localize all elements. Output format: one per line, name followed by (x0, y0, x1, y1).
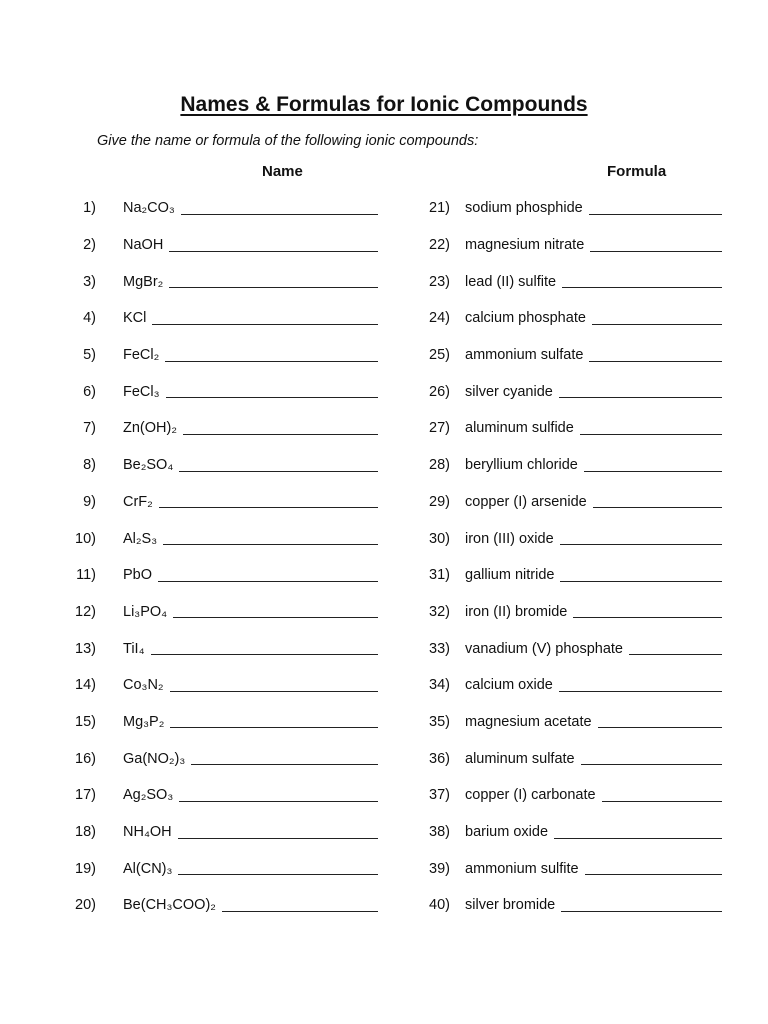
question-row (68, 814, 378, 851)
answer-blank[interactable] (560, 544, 722, 545)
answer-blank[interactable] (589, 361, 722, 362)
question-prompt: silver bromide (465, 897, 556, 914)
answer-blank[interactable] (560, 581, 722, 582)
question-row (68, 300, 378, 337)
question-row (68, 484, 378, 521)
answer-blank[interactable] (222, 911, 378, 912)
question-prompt: NH₄OH (123, 824, 172, 841)
question-row (410, 594, 722, 631)
answer-blank[interactable] (559, 397, 722, 398)
answer-blank[interactable] (170, 727, 378, 728)
question-prompt: ammonium sulfate (465, 347, 584, 364)
question-number: 12) (75, 603, 96, 620)
question-number: 34) (429, 677, 450, 694)
answer-blank[interactable] (165, 361, 378, 362)
answer-blank[interactable] (602, 801, 722, 802)
question-row (68, 887, 378, 924)
answer-blank[interactable] (159, 507, 378, 508)
question-number: 10) (75, 530, 96, 547)
question-prompt: KCl (123, 310, 147, 327)
question-prompt: aluminum sulfate (465, 750, 575, 767)
answer-blank[interactable] (559, 691, 722, 692)
question-row (410, 227, 722, 264)
question-number: 3) (83, 273, 96, 290)
question-prompt: lead (II) sulfite (465, 273, 557, 290)
question-number: 28) (429, 457, 450, 474)
question-number: 20) (75, 897, 96, 914)
answer-blank[interactable] (590, 251, 722, 252)
question-prompt: TiI₄ (123, 640, 145, 657)
question-number: 5) (83, 347, 96, 364)
answer-blank[interactable] (580, 434, 722, 435)
question-number: 40) (429, 897, 450, 914)
answer-blank[interactable] (169, 251, 378, 252)
question-row (410, 484, 722, 521)
question-number: 15) (75, 713, 96, 730)
question-row (68, 410, 378, 447)
question-number: 6) (83, 383, 96, 400)
question-number: 14) (75, 677, 96, 694)
question-row (410, 667, 722, 704)
question-prompt: Al₂S₃ (123, 530, 158, 547)
question-prompt: magnesium acetate (465, 713, 592, 730)
question-row (410, 190, 722, 227)
answer-blank[interactable] (585, 874, 722, 875)
question-row (410, 300, 722, 337)
question-row (68, 704, 378, 741)
name-column-header: Name (262, 163, 303, 180)
question-row (68, 777, 378, 814)
answer-blank[interactable] (178, 838, 378, 839)
question-number: 23) (429, 273, 450, 290)
question-row (68, 447, 378, 484)
question-row (410, 887, 722, 924)
answer-blank[interactable] (163, 544, 378, 545)
question-number: 7) (83, 420, 96, 437)
question-row (68, 227, 378, 264)
answer-blank[interactable] (629, 654, 722, 655)
title-text: Names & Formulas for Ionic Compounds (180, 93, 588, 116)
answer-blank[interactable] (170, 691, 378, 692)
question-number: 25) (429, 347, 450, 364)
question-prompt: calcium phosphate (465, 310, 586, 327)
question-row (410, 410, 722, 447)
answer-blank[interactable] (169, 287, 378, 288)
question-prompt: Li₃PO₄ (123, 603, 168, 620)
question-prompt: Co₃N₂ (123, 677, 164, 694)
question-prompt: iron (III) oxide (465, 530, 554, 547)
question-row (68, 190, 378, 227)
question-number: 26) (429, 383, 450, 400)
question-row (410, 850, 722, 887)
question-number: 33) (429, 640, 450, 657)
question-prompt: MgBr₂ (123, 273, 164, 290)
answer-blank[interactable] (178, 874, 378, 875)
question-row (68, 740, 378, 777)
question-row (410, 777, 722, 814)
question-number: 22) (429, 237, 450, 254)
question-number: 38) (429, 824, 450, 841)
question-prompt: CrF₂ (123, 493, 153, 510)
question-row (410, 447, 722, 484)
question-prompt: FeCl₂ (123, 347, 160, 364)
question-prompt: magnesium nitrate (465, 237, 585, 254)
question-number: 8) (83, 457, 96, 474)
formula-column-header: Formula (607, 163, 667, 180)
question-number: 9) (83, 493, 96, 510)
question-prompt: silver cyanide (465, 383, 553, 400)
question-number: 17) (75, 787, 96, 804)
question-number: 37) (429, 787, 450, 804)
answer-blank[interactable] (593, 507, 722, 508)
question-row (68, 373, 378, 410)
question-prompt: ammonium sulfite (465, 860, 579, 877)
question-row (68, 630, 378, 667)
instructions: Give the name or formula of the following ionic compounds: (97, 133, 479, 149)
worksheet-title (0, 93, 768, 117)
question-row (68, 520, 378, 557)
answer-blank[interactable] (584, 471, 722, 472)
question-number: 27) (429, 420, 450, 437)
question-row (410, 740, 722, 777)
question-number: 30) (429, 530, 450, 547)
answer-blank[interactable] (179, 801, 378, 802)
question-row (410, 373, 722, 410)
answer-blank[interactable] (562, 287, 722, 288)
answer-blank[interactable] (183, 434, 378, 435)
question-number: 4) (83, 310, 96, 327)
question-number: 19) (75, 860, 96, 877)
question-row (68, 594, 378, 631)
formula-to-name-list (68, 190, 378, 924)
question-prompt: Be₂SO₄ (123, 457, 174, 474)
question-prompt: aluminum sulfide (465, 420, 574, 437)
question-number: 1) (83, 200, 96, 217)
question-prompt: Al(CN)₃ (123, 860, 173, 877)
question-prompt: vanadium (V) phosphate (465, 640, 623, 657)
answer-blank[interactable] (561, 911, 722, 912)
question-row (410, 814, 722, 851)
question-prompt: copper (I) carbonate (465, 787, 596, 804)
question-row (68, 667, 378, 704)
question-number: 18) (75, 824, 96, 841)
answer-blank[interactable] (158, 581, 378, 582)
question-prompt: gallium nitride (465, 567, 555, 584)
question-number: 31) (429, 567, 450, 584)
answer-blank[interactable] (166, 397, 378, 398)
question-prompt: PbO (123, 567, 153, 584)
question-number: 11) (76, 567, 96, 584)
question-prompt: Be(CH₃COO)₂ (123, 897, 216, 914)
question-row (410, 704, 722, 741)
question-number: 13) (75, 640, 96, 657)
answer-blank[interactable] (581, 764, 722, 765)
question-prompt: beryllium chloride (465, 457, 578, 474)
answer-blank[interactable] (179, 471, 378, 472)
question-prompt: barium oxide (465, 824, 549, 841)
question-prompt: NaOH (123, 237, 164, 254)
name-to-formula-list (410, 190, 722, 924)
question-prompt: Na₂CO₃ (123, 200, 175, 217)
question-row (68, 850, 378, 887)
question-row (68, 263, 378, 300)
question-row (410, 520, 722, 557)
answer-blank[interactable] (554, 838, 722, 839)
answer-blank[interactable] (173, 617, 378, 618)
question-row (68, 337, 378, 374)
question-number: 35) (429, 713, 450, 730)
question-number: 16) (75, 750, 96, 767)
question-prompt: Ag₂SO₃ (123, 787, 174, 804)
answer-blank[interactable] (598, 727, 722, 728)
question-prompt: Mg₃P₂ (123, 713, 165, 730)
question-number: 24) (429, 310, 450, 327)
question-number: 29) (429, 493, 450, 510)
answer-blank[interactable] (589, 214, 722, 215)
question-number: 21) (429, 200, 450, 217)
question-row (410, 263, 722, 300)
question-prompt: Zn(OH)₂ (123, 420, 177, 437)
question-prompt: calcium oxide (465, 677, 553, 694)
answer-blank[interactable] (181, 214, 378, 215)
question-prompt: sodium phosphide (465, 200, 583, 217)
answer-blank[interactable] (191, 764, 378, 765)
answer-blank[interactable] (151, 654, 379, 655)
question-prompt: Ga(NO₂)₃ (123, 750, 186, 767)
question-number: 32) (429, 603, 450, 620)
question-prompt: iron (II) bromide (465, 603, 568, 620)
answer-blank[interactable] (573, 617, 722, 618)
question-prompt: copper (I) arsenide (465, 493, 587, 510)
answer-blank[interactable] (152, 324, 378, 325)
question-row (410, 557, 722, 594)
question-number: 39) (429, 860, 450, 877)
question-number: 2) (83, 237, 96, 254)
question-prompt: FeCl₃ (123, 383, 160, 400)
question-number: 36) (429, 750, 450, 767)
question-row (410, 337, 722, 374)
answer-blank[interactable] (592, 324, 722, 325)
question-row (410, 630, 722, 667)
question-row (68, 557, 378, 594)
